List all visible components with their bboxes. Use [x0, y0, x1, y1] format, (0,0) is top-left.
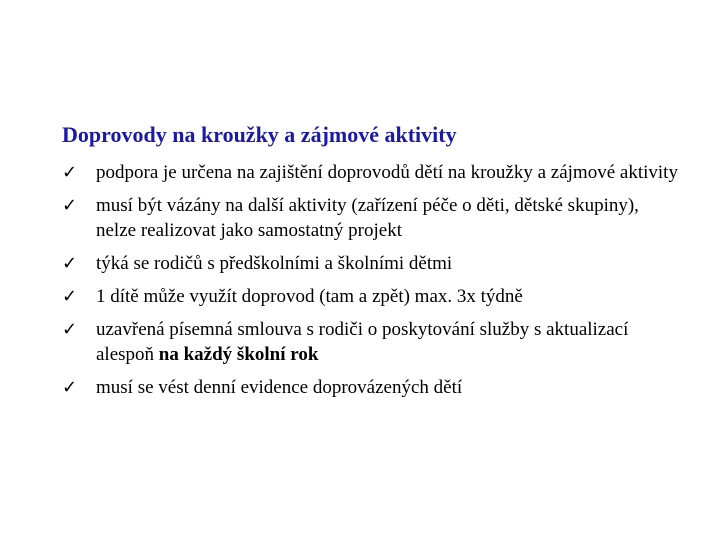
check-icon: ✓ — [62, 377, 78, 398]
bullet-text-5: uzavřená písemná smlouva s rodiči o poskytování služby s aktualizací alespoň — [96, 319, 629, 365]
check-icon: ✓ — [62, 286, 78, 307]
bullet-item-4 — [62, 284, 682, 309]
check-icon: ✓ — [62, 253, 78, 274]
check-icon: ✓ — [62, 162, 78, 183]
check-icon: ✓ — [62, 319, 78, 340]
bullet-item-1 — [62, 160, 682, 185]
check-icon: ✓ — [62, 195, 78, 216]
bullet-text-4: 1 dítě může využít doprovod (tam a zpět) max. 3x týdně — [96, 286, 523, 307]
bullet-item-5 — [62, 317, 682, 367]
bullet-text-6: musí se vést denní evidence doprovázených dětí — [96, 377, 463, 398]
bullet-item-3 — [62, 251, 682, 276]
bullet-list — [62, 160, 682, 408]
bullet-text-5-bold: na každý školní rok — [158, 344, 319, 365]
bullet-text-1: podpora je určena na zajištění doprovodů dětí na kroužky a zájmové aktivity — [96, 162, 678, 183]
bullet-item-6 — [62, 375, 682, 400]
bullet-text-2: musí být vázány na další aktivity (zařízení péče o děti, dětské skupiny), nelze realizovat jako samostatný projekt — [96, 195, 639, 241]
bullet-item-2 — [62, 193, 682, 243]
bullet-text-3: týká se rodičů s předškolními a školními dětmi — [96, 253, 453, 274]
slide-title: Doprovody na kroužky a zájmové aktivity — [62, 122, 457, 147]
